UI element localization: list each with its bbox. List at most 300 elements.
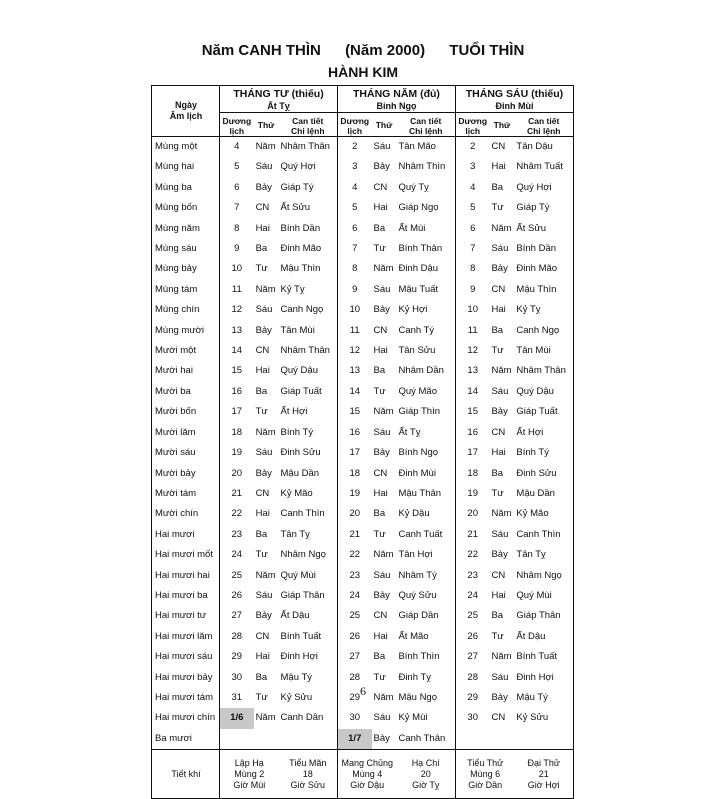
can-chi: Tân Mùi bbox=[514, 341, 573, 361]
weekday: Sáu bbox=[491, 243, 509, 255]
weekday: Hai bbox=[491, 589, 506, 601]
lunar-day-label: Mười tám bbox=[152, 484, 220, 504]
can-chi: Kỷ Mão bbox=[514, 504, 573, 524]
weekday: Năm bbox=[255, 426, 276, 438]
solar-date: 16 bbox=[231, 385, 243, 397]
weekday: Tư bbox=[491, 345, 504, 357]
can-chi: Bính Dần bbox=[514, 239, 573, 259]
can-chi: Mậu Thìn bbox=[514, 280, 573, 300]
weekday: Ba bbox=[373, 508, 386, 520]
can-chi: Quý Hợi bbox=[279, 157, 338, 177]
weekday: Sáu bbox=[373, 141, 391, 152]
solar-date: 11 bbox=[349, 324, 360, 336]
weekday: CN bbox=[255, 202, 270, 214]
can-chi: Quý Mùi bbox=[279, 566, 338, 586]
solar-date: 18 bbox=[231, 426, 243, 438]
can-chi: Ất Sửu bbox=[279, 198, 338, 218]
lunar-day-label: Mười chín bbox=[152, 504, 220, 524]
weekday: Tư bbox=[373, 385, 386, 397]
weekday: Sáu bbox=[491, 528, 509, 540]
solar-date: 7 bbox=[352, 243, 358, 255]
can-chi: Ất Dậu bbox=[514, 627, 573, 647]
lunar-day-label: Hai mươi bbox=[152, 525, 220, 545]
lunar-day-label: Mùng ba bbox=[152, 178, 220, 198]
can-chi: Bính Thìn bbox=[396, 647, 455, 667]
solar-date: 3 bbox=[470, 161, 476, 173]
weekday: Hai bbox=[255, 651, 270, 663]
page-subtitle: HÀNH KIM bbox=[328, 64, 398, 80]
solar-date: 19 bbox=[231, 447, 243, 459]
weekday: Sáu bbox=[255, 447, 273, 459]
weekday: Bảy bbox=[255, 610, 272, 622]
solar-date: 6 bbox=[470, 222, 476, 234]
solar-date: 15 bbox=[349, 406, 361, 418]
can-chi: Mậu Tuất bbox=[396, 280, 455, 300]
can-chi: Tân Tỵ bbox=[514, 545, 573, 565]
can-chi: Canh Dần bbox=[279, 708, 338, 728]
tiet-khi-cell: Tiểu Thử Mùng 6 Giờ Dần bbox=[455, 750, 514, 799]
can-chi: Canh Thân bbox=[396, 729, 455, 750]
solar-date: 18 bbox=[349, 467, 361, 479]
solar-date: 10 bbox=[349, 304, 361, 316]
table-row bbox=[152, 137, 574, 158]
can-chi: Bính Dần bbox=[279, 219, 338, 239]
month-can-chi: Đinh Mùi bbox=[495, 101, 534, 111]
weekday: Sáu bbox=[373, 426, 391, 438]
can-chi: Nhâm Thìn bbox=[396, 157, 455, 177]
solar-date: 16 bbox=[349, 426, 361, 438]
solar-date: 30 bbox=[467, 712, 478, 724]
can-chi: Nhâm Ngọ bbox=[279, 545, 338, 565]
weekday: CN bbox=[373, 181, 388, 193]
lunar-day-label: Mười lăm bbox=[152, 423, 220, 443]
weekday: Ba bbox=[255, 385, 268, 397]
can-chi: Nhâm Thân bbox=[514, 361, 573, 381]
can-chi: Bính Tuất bbox=[279, 627, 338, 647]
lunar-day-label: Mười bốn bbox=[152, 402, 220, 422]
solar-date bbox=[220, 729, 254, 750]
solar-date: 29 bbox=[349, 691, 361, 703]
can-chi: Đinh Mão bbox=[514, 259, 573, 279]
col-header-can-chi: Can tiết Chi lệnh bbox=[396, 113, 455, 137]
tiet-khi-cell: Đại Thử 21 Giờ Hợi bbox=[514, 750, 573, 799]
weekday: Sáu bbox=[491, 385, 509, 397]
table-row bbox=[152, 423, 574, 443]
can-chi: Mậu Thân bbox=[396, 484, 455, 504]
weekday: Hai bbox=[373, 345, 388, 357]
weekday: Ba bbox=[491, 181, 504, 193]
month-name: THÁNG SÁU (thiếu) bbox=[465, 88, 564, 100]
solar-date: 2 bbox=[470, 141, 476, 152]
solar-date: 19 bbox=[349, 487, 361, 499]
solar-date: 20 bbox=[349, 508, 361, 520]
solar-date: 25 bbox=[231, 569, 243, 581]
can-chi: Ất Mão bbox=[396, 627, 455, 647]
solar-date: 26 bbox=[231, 589, 243, 601]
weekday: Bảy bbox=[373, 161, 390, 173]
solar-date: 16 bbox=[467, 426, 478, 438]
weekday: Tư bbox=[491, 202, 504, 214]
weekday: Hai bbox=[255, 222, 270, 234]
solar-date: 13 bbox=[231, 324, 243, 336]
can-chi: Kỷ Sửu bbox=[514, 708, 573, 728]
solar-date: 5 bbox=[470, 202, 476, 214]
weekday: CN bbox=[255, 630, 270, 642]
can-chi bbox=[279, 729, 338, 750]
weekday: Ba bbox=[373, 222, 386, 234]
can-chi: Ất Tỵ bbox=[396, 423, 455, 443]
can-chi: Canh Thìn bbox=[514, 525, 573, 545]
weekday: Hai bbox=[373, 487, 388, 499]
lunar-day-label: Hai mươi mốt bbox=[152, 545, 220, 565]
weekday: Ba bbox=[491, 610, 504, 622]
weekday: Tư bbox=[491, 487, 504, 499]
can-chi: Ất Mùi bbox=[396, 219, 455, 239]
tiet-khi-cell: Tiểu Mãn 18 Giờ Sửu bbox=[279, 750, 338, 799]
weekday: Năm bbox=[491, 508, 512, 520]
weekday bbox=[489, 729, 514, 750]
weekday: Tư bbox=[255, 549, 268, 561]
title-year-name: Năm CANH THÌN bbox=[201, 42, 321, 59]
solar-date: 28 bbox=[231, 630, 243, 642]
solar-date: 8 bbox=[234, 222, 240, 234]
solar-date: 4 bbox=[352, 181, 358, 193]
solar-date: 10 bbox=[467, 304, 478, 316]
weekday: Ba bbox=[373, 365, 386, 377]
solar-date: 22 bbox=[231, 508, 243, 520]
solar-date: 28 bbox=[467, 671, 478, 683]
weekday: Sáu bbox=[373, 283, 391, 295]
weekday: CN bbox=[255, 345, 270, 357]
solar-date: 7 bbox=[470, 243, 476, 255]
col-header-duong-lich: Dương lịch bbox=[455, 113, 489, 137]
lunar-day-label: Hai mươi tư bbox=[152, 606, 220, 626]
can-chi: Canh Tý bbox=[396, 321, 455, 341]
weekday: Sáu bbox=[255, 304, 273, 316]
solar-date: 11 bbox=[467, 324, 478, 336]
lunar-day-label: Hai mươi bảy bbox=[152, 668, 220, 688]
weekday: Sáu bbox=[255, 589, 273, 601]
can-chi: Giáp Ngọ bbox=[396, 198, 455, 218]
can-chi: Ất Sửu bbox=[514, 219, 573, 239]
can-chi: Tân Mùi bbox=[279, 321, 338, 341]
can-chi: Nhâm Ngọ bbox=[514, 566, 573, 586]
weekday: Bảy bbox=[373, 304, 390, 316]
solar-date: 31 bbox=[231, 691, 243, 703]
can-chi: Canh Ngọ bbox=[279, 300, 338, 320]
can-chi: Quý Hợi bbox=[514, 178, 573, 198]
table-row bbox=[152, 525, 574, 545]
table-row bbox=[152, 198, 574, 218]
weekday: Năm bbox=[255, 569, 276, 581]
solar-date: 21 bbox=[231, 487, 243, 499]
weekday: Năm bbox=[373, 406, 394, 418]
can-chi: Giáp Thân bbox=[514, 606, 573, 626]
table-row bbox=[152, 484, 574, 504]
lunar-day-label: Mùng bốn bbox=[152, 198, 220, 218]
weekday: Bảy bbox=[255, 181, 272, 193]
tiet-khi-label: Tiết khí bbox=[152, 750, 220, 799]
solar-date: 5 bbox=[234, 161, 240, 173]
weekday: CN bbox=[373, 610, 388, 622]
col-header-thu: Thứ bbox=[254, 113, 279, 137]
weekday: Bảy bbox=[373, 732, 390, 744]
can-chi: Bính Tý bbox=[514, 443, 573, 463]
weekday: Ba bbox=[255, 671, 268, 683]
solar-date: 23 bbox=[467, 569, 478, 581]
can-chi: Quý Mão bbox=[396, 382, 455, 402]
lunar-day-label: Mùng năm bbox=[152, 219, 220, 239]
tiet-khi-row bbox=[152, 750, 574, 799]
weekday: Tư bbox=[255, 691, 268, 703]
weekday: Sáu bbox=[255, 161, 273, 173]
solar-date: 10 bbox=[231, 263, 243, 275]
can-chi: Mậu Dần bbox=[279, 464, 338, 484]
weekday: Bảy bbox=[491, 406, 508, 418]
can-chi: Bính Thân bbox=[396, 239, 455, 259]
table-row bbox=[152, 321, 574, 341]
lunar-day-label: Mùng hai bbox=[152, 157, 220, 177]
weekday: Bảy bbox=[373, 447, 390, 459]
solar-date: 20 bbox=[231, 467, 243, 479]
can-chi: Kỷ Mùi bbox=[396, 708, 455, 728]
can-chi: Mậu Ngọ bbox=[396, 688, 455, 708]
solar-date: 19 bbox=[467, 487, 478, 499]
weekday: CN bbox=[255, 487, 270, 499]
can-chi: Giáp Tý bbox=[514, 198, 573, 218]
can-chi: Quý Sửu bbox=[396, 586, 455, 606]
solar-date: 14 bbox=[467, 385, 478, 397]
can-chi: Quý Tỵ bbox=[396, 178, 455, 198]
solar-date: 17 bbox=[349, 447, 361, 459]
weekday: Bảy bbox=[491, 549, 508, 561]
table-row bbox=[152, 178, 574, 198]
weekday: CN bbox=[491, 426, 506, 438]
can-chi: Đinh Sửu bbox=[514, 464, 573, 484]
weekday: CN bbox=[491, 712, 506, 724]
weekday: Hai bbox=[491, 447, 506, 459]
solar-date: 18 bbox=[467, 467, 478, 479]
solar-date: 2 bbox=[352, 141, 358, 152]
lunar-day-label: Mười một bbox=[152, 341, 220, 361]
lunar-day-label: Hai mươi hai bbox=[152, 566, 220, 586]
can-chi: Nhâm Thân bbox=[279, 137, 338, 158]
weekday: Tư bbox=[373, 243, 386, 255]
solar-date bbox=[455, 729, 489, 750]
weekday: CN bbox=[491, 569, 506, 581]
solar-date: 9 bbox=[352, 283, 358, 295]
can-chi: Nhâm Dần bbox=[396, 361, 455, 381]
weekday: Ba bbox=[491, 324, 504, 336]
lunar-day-label: Mùng mười bbox=[152, 321, 220, 341]
weekday: Năm bbox=[491, 651, 512, 663]
day-column-header: Ngày Âm lịch bbox=[152, 86, 220, 137]
can-chi: Quý Mùi bbox=[514, 586, 573, 606]
weekday: Hai bbox=[373, 202, 388, 214]
can-chi: Nhâm Tuất bbox=[514, 157, 573, 177]
tiet-khi-cell: Hạ Chí 20 Giờ Tỵ bbox=[396, 750, 455, 799]
weekday: Năm bbox=[491, 365, 512, 377]
weekday: Tư bbox=[255, 263, 268, 275]
can-chi: Đinh Dậu bbox=[396, 259, 455, 279]
weekday bbox=[254, 729, 279, 750]
table-row bbox=[152, 157, 574, 177]
weekday: CN bbox=[373, 467, 388, 479]
table-row bbox=[152, 219, 574, 239]
can-chi: Mậu Thìn bbox=[279, 259, 338, 279]
weekday: Sáu bbox=[373, 712, 391, 724]
solar-date: 20 bbox=[467, 508, 478, 520]
weekday: Hai bbox=[373, 630, 388, 642]
month-name: THÁNG NĂM (đủ) bbox=[353, 88, 440, 100]
weekday: CN bbox=[373, 324, 388, 336]
weekday: Ba bbox=[373, 651, 386, 663]
can-chi bbox=[514, 729, 573, 750]
solar-date: 29 bbox=[467, 691, 478, 703]
solar-date: 7 bbox=[234, 202, 240, 214]
solar-date: 4 bbox=[470, 181, 476, 193]
solar-date: 13 bbox=[467, 365, 478, 377]
page-title bbox=[0, 42, 726, 59]
solar-date: 27 bbox=[467, 651, 478, 663]
weekday: Ba bbox=[255, 528, 268, 540]
solar-date: 15 bbox=[467, 406, 478, 418]
can-chi: Giáp Tý bbox=[279, 178, 338, 198]
col-header-duong-lich: Dương lịch bbox=[338, 113, 372, 137]
can-chi: Đinh Hợi bbox=[279, 647, 338, 667]
weekday: Bảy bbox=[491, 691, 508, 703]
lunar-day-label: Mùng tám bbox=[152, 280, 220, 300]
weekday: Bảy bbox=[255, 467, 272, 479]
table-row bbox=[152, 300, 574, 320]
solar-date: 12 bbox=[349, 345, 361, 357]
can-chi: Ất Hợi bbox=[514, 423, 573, 443]
month-name: THÁNG TƯ (thiếu) bbox=[233, 88, 324, 100]
lunar-day-label: Mười bảy bbox=[152, 464, 220, 484]
solar-date: 4 bbox=[234, 141, 240, 152]
table-row bbox=[152, 382, 574, 402]
solar-date: 6 bbox=[352, 222, 358, 234]
lunar-day-label: Mười ba bbox=[152, 382, 220, 402]
lunar-day-label: Mười hai bbox=[152, 361, 220, 381]
col-header-can-chi: Can tiết Chi lệnh bbox=[514, 113, 573, 137]
month-header-row bbox=[152, 86, 574, 113]
month-header bbox=[455, 86, 573, 113]
weekday: Sáu bbox=[491, 671, 509, 683]
can-chi: Kỷ Sửu bbox=[279, 688, 338, 708]
can-chi: Quý Dậu bbox=[514, 382, 573, 402]
weekday: Ba bbox=[255, 243, 268, 255]
table-row bbox=[152, 239, 574, 259]
weekday: Năm bbox=[255, 141, 276, 152]
solar-date: 22 bbox=[467, 549, 478, 561]
title-zodiac: TUỔI THÌN bbox=[449, 42, 525, 59]
weekday: Hai bbox=[255, 365, 270, 377]
table-row bbox=[152, 361, 574, 381]
can-chi: Tân Tỵ bbox=[279, 525, 338, 545]
weekday: Hai bbox=[255, 508, 270, 520]
solar-date: 1/6 bbox=[220, 708, 254, 728]
weekday: Hai bbox=[491, 304, 506, 316]
table-row bbox=[152, 341, 574, 361]
page-number: 6 bbox=[360, 684, 366, 698]
solar-date: 26 bbox=[349, 630, 361, 642]
weekday: Bảy bbox=[255, 324, 272, 336]
weekday: Năm bbox=[373, 263, 394, 275]
can-chi: Đinh Hợi bbox=[514, 668, 573, 688]
col-header-can-chi: Can tiết Chi lệnh bbox=[279, 113, 338, 137]
weekday: Năm bbox=[255, 283, 276, 295]
weekday: Tư bbox=[491, 630, 504, 642]
weekday: CN bbox=[491, 283, 506, 295]
weekday: Bảy bbox=[373, 589, 390, 601]
weekday: Tư bbox=[255, 406, 268, 418]
table-row bbox=[152, 606, 574, 626]
can-chi: Mậu Tý bbox=[279, 668, 338, 688]
solar-date: 24 bbox=[349, 589, 361, 601]
month-header bbox=[220, 86, 338, 113]
title-year-number: (Năm 2000) bbox=[345, 42, 426, 59]
can-chi: Tân Dậu bbox=[514, 137, 573, 158]
can-chi: Giáp Tuất bbox=[279, 382, 338, 402]
solar-date: 8 bbox=[470, 263, 476, 275]
can-chi: Tân Mão bbox=[396, 137, 455, 158]
lunar-day-label: Hai mươi sáu bbox=[152, 647, 220, 667]
solar-date: 5 bbox=[352, 202, 358, 214]
lunar-day-label: Hai mươi ba bbox=[152, 586, 220, 606]
col-header-thu: Thứ bbox=[372, 113, 397, 137]
can-chi: Kỷ Hợi bbox=[396, 300, 455, 320]
lunar-day-label: Mùng sáu bbox=[152, 239, 220, 259]
solar-date: 22 bbox=[349, 549, 361, 561]
solar-date: 27 bbox=[231, 610, 243, 622]
table-row bbox=[152, 259, 574, 279]
solar-date: 30 bbox=[349, 712, 361, 724]
lunar-day-label: Hai mươi tám bbox=[152, 688, 220, 708]
table-row bbox=[152, 402, 574, 422]
can-chi: Mậu Dần bbox=[514, 484, 573, 504]
table-row bbox=[152, 504, 574, 524]
can-chi: Nhâm Thân bbox=[279, 341, 338, 361]
weekday: Năm bbox=[373, 549, 394, 561]
weekday: Năm bbox=[373, 691, 394, 703]
solar-date: 3 bbox=[352, 161, 358, 173]
solar-date: 14 bbox=[231, 345, 243, 357]
can-chi: Giáp Thìn bbox=[396, 402, 455, 422]
table-row bbox=[152, 566, 574, 586]
table-row bbox=[152, 545, 574, 565]
can-chi: Đinh Mùi bbox=[396, 464, 455, 484]
month-can-chi: Bính Ngọ bbox=[376, 101, 417, 111]
solar-date: 25 bbox=[349, 610, 361, 622]
can-chi: Kỷ Mão bbox=[279, 484, 338, 504]
solar-date: 8 bbox=[352, 263, 358, 275]
can-chi: Kỷ Tỵ bbox=[279, 280, 338, 300]
solar-date: 9 bbox=[470, 283, 476, 295]
solar-date: 17 bbox=[231, 406, 243, 418]
solar-date: 1/7 bbox=[338, 729, 372, 750]
can-chi: Bính Tuất bbox=[514, 647, 573, 667]
month-header bbox=[338, 86, 456, 113]
can-chi: Ất Hợi bbox=[279, 402, 338, 422]
can-chi: Kỷ Dậu bbox=[396, 504, 455, 524]
solar-date: 9 bbox=[234, 243, 240, 255]
solar-date: 6 bbox=[234, 181, 240, 193]
solar-date: 24 bbox=[231, 549, 243, 561]
weekday: CN bbox=[491, 141, 506, 152]
can-chi: Bính Tý bbox=[279, 423, 338, 443]
lunar-day-label: Hai mươi lăm bbox=[152, 627, 220, 647]
